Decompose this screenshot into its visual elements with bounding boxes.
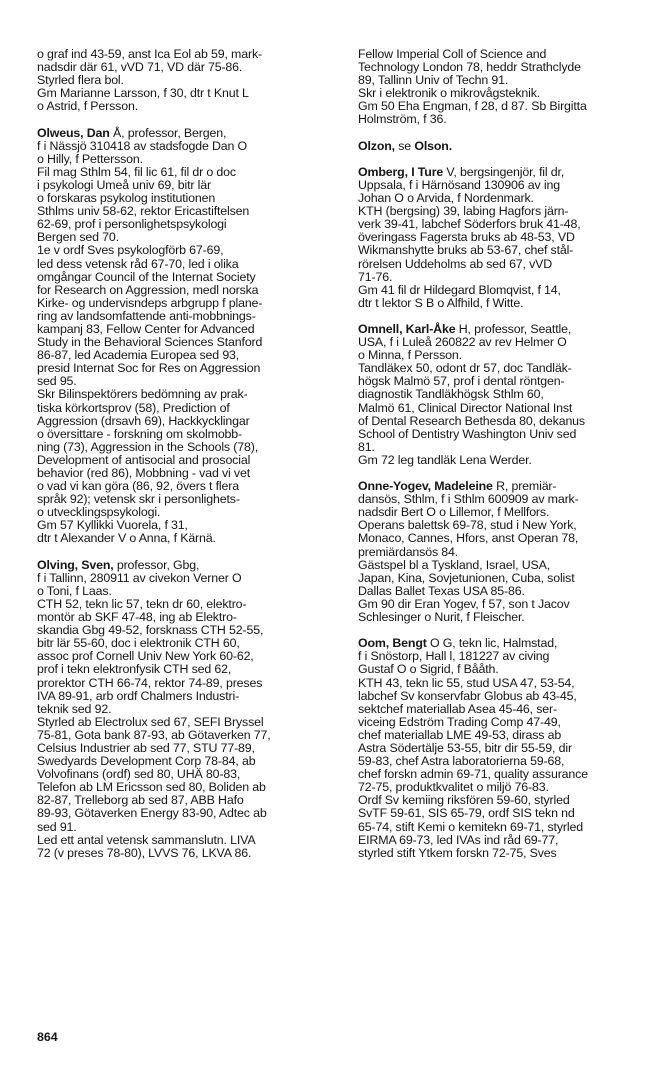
biography-entry (358, 480, 658, 624)
entry-heading-line (37, 127, 337, 140)
entry-text-line: behavior (red 86), Mobbning - vad vi vet (37, 466, 251, 480)
entry-text-line: f i Snöstorp, Hall l, 181227 av civing (358, 649, 550, 664)
entry-name: Omnell, Karl-Åke (358, 321, 456, 336)
entry-text-line: 86-87, led Academia Europea sed 93, (37, 348, 240, 363)
entry-text-line: Operans balettsk 69-78, stud i New York, (358, 518, 577, 533)
entry-text-line: Fellow Imperial Coll of Science and (358, 47, 547, 61)
biography-entry (37, 127, 337, 546)
entry-text-line: o forskaras psykolog institutionen (37, 191, 216, 206)
entry-text-line: o Minna, f Persson. (358, 348, 462, 363)
entry-text-line: for Research on Aggression, medl norska (37, 282, 259, 297)
entry-text-line: KTH 43, tekn lic 55, stud USA 47, 53-54, (358, 675, 575, 690)
entry-text-line: prof i tekn elektronfysik CTH sed 62, (37, 662, 232, 677)
entry-text-line: Gm Marianne Larsson, f 30, dtr t Knut L (37, 86, 249, 101)
entry-text-line: Gustaf O o Sigrid, f Bååth. (358, 662, 499, 677)
entry-text-line: f i Nässjö 310418 av stadsfogde Dan O (37, 138, 248, 153)
entry-heading-line (358, 166, 658, 179)
entry-name: Olzon, (358, 138, 395, 153)
entry-text-line: omgångar Council of the Internat Society (37, 269, 256, 284)
entry-heading-rest: se (394, 138, 415, 153)
entry-text-line: överingass Fagersta bruks ab 48-53, VD (358, 230, 575, 245)
entry-text-line: o Astrid, f Persson. (37, 99, 138, 114)
entry-text-line: Bergen sed 70. (37, 230, 119, 245)
entry-text-line: f i Tallinn, 280911 av civekon Verner O (37, 570, 242, 585)
entry-text-line: o graf ind 43-59, anst Ica Eol ab 59, mark- (37, 47, 262, 61)
entry-text-line: assoc prof Cornell Univ New York 60-62, (37, 649, 254, 664)
entry-text-line: ning (73), Aggression in the Schools (78), (37, 439, 258, 454)
entry-text-line: verk 39-41, labchef Söderfors bruk 41-48, (358, 217, 581, 232)
entry-text-line: o vad vi kan göra (86, 92, övers t flera (37, 479, 239, 494)
entry-text-line: språk 92); vetensk skr i personlighets- (37, 492, 240, 507)
biography-entry (358, 637, 658, 860)
entry-text-line: prorektor CTH 66-74, rektor 74-89, preses (37, 675, 263, 690)
entry-text-line: 75-81, Gota bank 87-93, ab Götaverken 77, (37, 727, 271, 742)
biography-entry (37, 559, 337, 860)
entry-text-line: 72 (v preses 78-80), LVVS 76, LKVA 86. (37, 845, 252, 860)
entry-text-line: 89, Tallinn Univ of Techn 91. (358, 73, 509, 88)
entry-text-line: 65-74, stift Kemi o kemitekn 69-71, styrled (358, 819, 583, 834)
entry-text-line: Wikmanshytte bruks ab 53-67, chef stål- (358, 243, 574, 258)
entry-name: Olweus, Dan (37, 125, 110, 140)
entry-text-line: USA, f i Luleå 260822 av rev Helmer O (358, 335, 567, 350)
biography-entry (358, 166, 658, 310)
entry-text-line: teknik sed 92. (37, 701, 112, 716)
entry-text-line: Telefon ab LM Ericsson sed 80, Boliden ab (37, 780, 266, 795)
entry-text-line: Aggression (drsavh 69), Hackkycklingar (37, 413, 250, 428)
entry-text-line: presid Internat Soc for Res on Aggression (37, 361, 261, 376)
entry-text-line: premiärdansös 84. (358, 544, 459, 559)
entry-text-line: Johan O o Arvida, f Nordenmark. (358, 191, 534, 206)
entry-name: Omberg, I Ture (358, 164, 444, 179)
entry-text-line: Uppsala, f i Härnösand 130906 av ing (358, 177, 560, 192)
entry-text-line: Styrled flera bol. (37, 73, 124, 88)
entry-text-line: EIRMA 69-73, led IVAs ind råd 69-77, (358, 832, 559, 847)
entry-text-line: CTH 52, tekn lic 57, tekn dr 60, elektro- (37, 596, 247, 611)
entry-text-line: bitr lär 55-60, doc i elektronik CTH 60, (37, 636, 240, 651)
entry-text-line: Ordf Sv kemiing riksfören 59-60, styrled (358, 793, 570, 808)
entry-text-line: Gm 72 leg tandläk Lena Werder. (358, 452, 532, 467)
entry-text-line: Gm 57 Kyllikki Vuorela, f 31, (37, 518, 188, 533)
entry-text-line: Schlesinger o Nurit, f Fleischer. (358, 610, 525, 625)
entry-text-line: 59-83, chef Astra laboratorierna 59-68, (358, 754, 565, 769)
entry-text-line: 71-76. (358, 269, 393, 284)
entry-text-line: skandia Gbg 49-52, forsknass CTH 52-55, (37, 623, 264, 638)
entry-heading-rest: O G, tekn lic, Halmstad, (426, 636, 558, 651)
entry-text-line: Gm 41 fil dr Hildegard Blomqvist, f 14, (358, 282, 561, 297)
right-column (358, 48, 658, 873)
page-number: 864 (37, 1030, 58, 1044)
entry-text-line: chef forskn admin 69-71, quality assurance (358, 767, 588, 782)
entry-text-line: KTH (bergsing) 39, labing Hagfors järn- (358, 204, 569, 219)
entry-text-line: Malmö 61, Clinical Director National Inst (358, 400, 573, 415)
entry-text-line: o översittare - forskning om skolmobb- (37, 426, 243, 441)
entry-text-line: Styrled ab Electrolux sed 67, SEFI Bryssel (37, 714, 264, 729)
entry-heading-rest: professor, Gbg, (113, 557, 200, 572)
entry-heading-rest: Å, professor, Bergen, (109, 125, 227, 140)
entry-text-line: Japan, Kina, Sovjetunionen, Cuba, solist (358, 570, 575, 585)
biography-entry (358, 323, 658, 467)
entry-text-line: SvTF 59-61, SIS 65-79, ordf SIS tekn nd (358, 806, 575, 821)
entry-text-line: Gästspel bl a Tyskland, Israel, USA, (358, 557, 551, 572)
entry-text-line: diagnostik Tandläkhögsk Sthlm 60, (358, 387, 544, 402)
entry-text-line: o Hilly, f Pettersson. (37, 151, 143, 166)
entry-heading-line (37, 559, 337, 572)
entry-text-line: rörelsen Uddeholms ab sed 67, vVD (358, 256, 553, 271)
entry-text-line: Volvofinans (ordf) sed 80, UHÄ 80-83, (37, 767, 241, 782)
entry-text-line: Tandläkex 50, odont dr 57, doc Tandläk- (358, 361, 572, 376)
entry-text-line: Monaco, Cannes, Hfors, anst Operan 78, (358, 531, 579, 546)
entry-text-line: Gm 90 dir Eran Yogev, f 57, son t Jacov (358, 596, 570, 611)
entry-text-line: 82-87, Trelleborg ab sed 87, ABB Hafo (37, 793, 244, 808)
entry-heading-rest: H, professor, Seattle, (455, 321, 572, 336)
entry-text-line: 89-93, Götaverken Energy 83-90, Adtec ab (37, 806, 267, 821)
entry-text-line: dansös, Sthlm, f i Sthlm 600909 av mark- (358, 492, 579, 507)
entry-text-line: Celsius Industrier ab sed 77, STU 77-89, (37, 740, 255, 755)
entry-text-line: 1e v ordf Sves psykologförb 67-69, (37, 243, 224, 258)
entry-text-line: Technology London 78, heddr Strathclyde (358, 60, 581, 75)
entry-text-line: viceing Edström Trading Comp 47-49, (358, 714, 561, 729)
entry-text-line: Fil mag Sthlm 54, fil lic 61, fil dr o doc (37, 164, 236, 179)
entry-text-line: dtr t Alexander V o Anna, f Kärnä. (37, 531, 216, 546)
entry-text-line: sektchef materiallab Asea 45-46, ser- (358, 701, 557, 716)
entry-name: Olving, Sven, (37, 557, 114, 572)
entry-text-line: of Dental Research Bethesda 80, dekanus (358, 413, 585, 428)
entry-text-line: 72-75, produktkvalitet o miljö 76-83. (358, 780, 549, 795)
entry-text-line: IVA 89-91, arb ordf Chalmers Industri- (37, 688, 240, 703)
entry-text-line: nadsdir Bert O o Lillemor, f Mellfors. (358, 505, 550, 520)
entry-text-line: högsk Malmö 57, prof i dental röntgen- (358, 374, 565, 389)
entry-text-line: 81. (358, 439, 375, 454)
entry-text-line: chef materiallab LME 49-53, dirass ab (358, 727, 562, 742)
entry-text-line: Kirke- og undervisndeps arbgrupp f plane- (37, 295, 263, 310)
entry-text-line: Led ett antal vetensk sammanslutn. LIVA (37, 832, 256, 847)
entry-text-line: 62-69, prof i personlighetspsykologi (37, 217, 227, 232)
entry-text-line: labchef Sv konservfabr Globus ab 43-45, (358, 688, 577, 703)
entry-text-line: Dallas Ballet Texas USA 85-86. (358, 583, 525, 598)
entry-heading-rest: R, premiär- (492, 479, 557, 494)
biography-entry (358, 140, 658, 153)
entry-text-line: o Toni, f Laas. (37, 583, 112, 598)
entry-text-line: sed 95. (37, 374, 77, 389)
entry-text-line: Study in the Behavioral Sciences Stanford (37, 335, 263, 350)
entry-text-line: sed 91. (37, 819, 77, 834)
entry-text-line: Astra Södertälje 53-55, bitr dir 55-59, dir (358, 740, 572, 755)
entry-text-line: ring av landsomfattende anti-mobbnings- (37, 308, 256, 323)
entry-text-line: Swedyards Development Corp 78-84, ab (37, 754, 256, 769)
entry-text-line: Skr i elektronik o mikrovågsteknik. (358, 86, 541, 101)
entry-text-line: kampanj 83, Fellow Center for Advanced (37, 321, 255, 336)
entry-text-line: School of Dentistry Washington Univ sed (358, 426, 577, 441)
entry-continuation (37, 48, 337, 113)
cross-reference-name: Olson. (414, 138, 452, 153)
entry-text-line: styrled stift Ytkem forskn 72-75, Sves (358, 845, 557, 860)
entry-name: Oom, Bengt (358, 636, 427, 651)
entry-text-line: montör ab SKF 47-48, ing ab Elektro- (37, 610, 237, 625)
entry-heading-line (358, 140, 658, 153)
entry-text-line: o utvecklingspsykologi. (37, 505, 161, 520)
entry-text-line: led dess vetensk råd 67-70, led i olika (37, 256, 239, 271)
entry-text-line: tiska körkortsprov (58), Prediction of (37, 400, 230, 415)
left-column (37, 48, 337, 873)
entry-name: Onne-Yogev, Madeleine (358, 479, 493, 494)
entry-text-line: Sthlms univ 58-62, rektor Ericastiftelsen (37, 204, 250, 219)
entry-text-line: Development of antisocial and prosocial (37, 452, 251, 467)
entry-text-line: Holmström, f 36. (358, 112, 447, 127)
entry-continuation (358, 48, 658, 127)
entry-heading-rest: V, bergsingenjör, fil dr, (443, 164, 565, 179)
entry-text-line: Gm 50 Eha Engman, f 28, d 87. Sb Birgitta (358, 99, 587, 114)
entry-text-line: i psykologi Umeå univ 69, bitr lär (37, 177, 211, 192)
entry-text-line: nadsdir där 61, vVD 71, VD där 75-86. (37, 60, 243, 75)
entry-text-line: dtr t lektor S B o Alfhild, f Witte. (358, 295, 524, 310)
entry-text-line: Skr Bilinspektörers bedömning av prak- (37, 387, 248, 402)
